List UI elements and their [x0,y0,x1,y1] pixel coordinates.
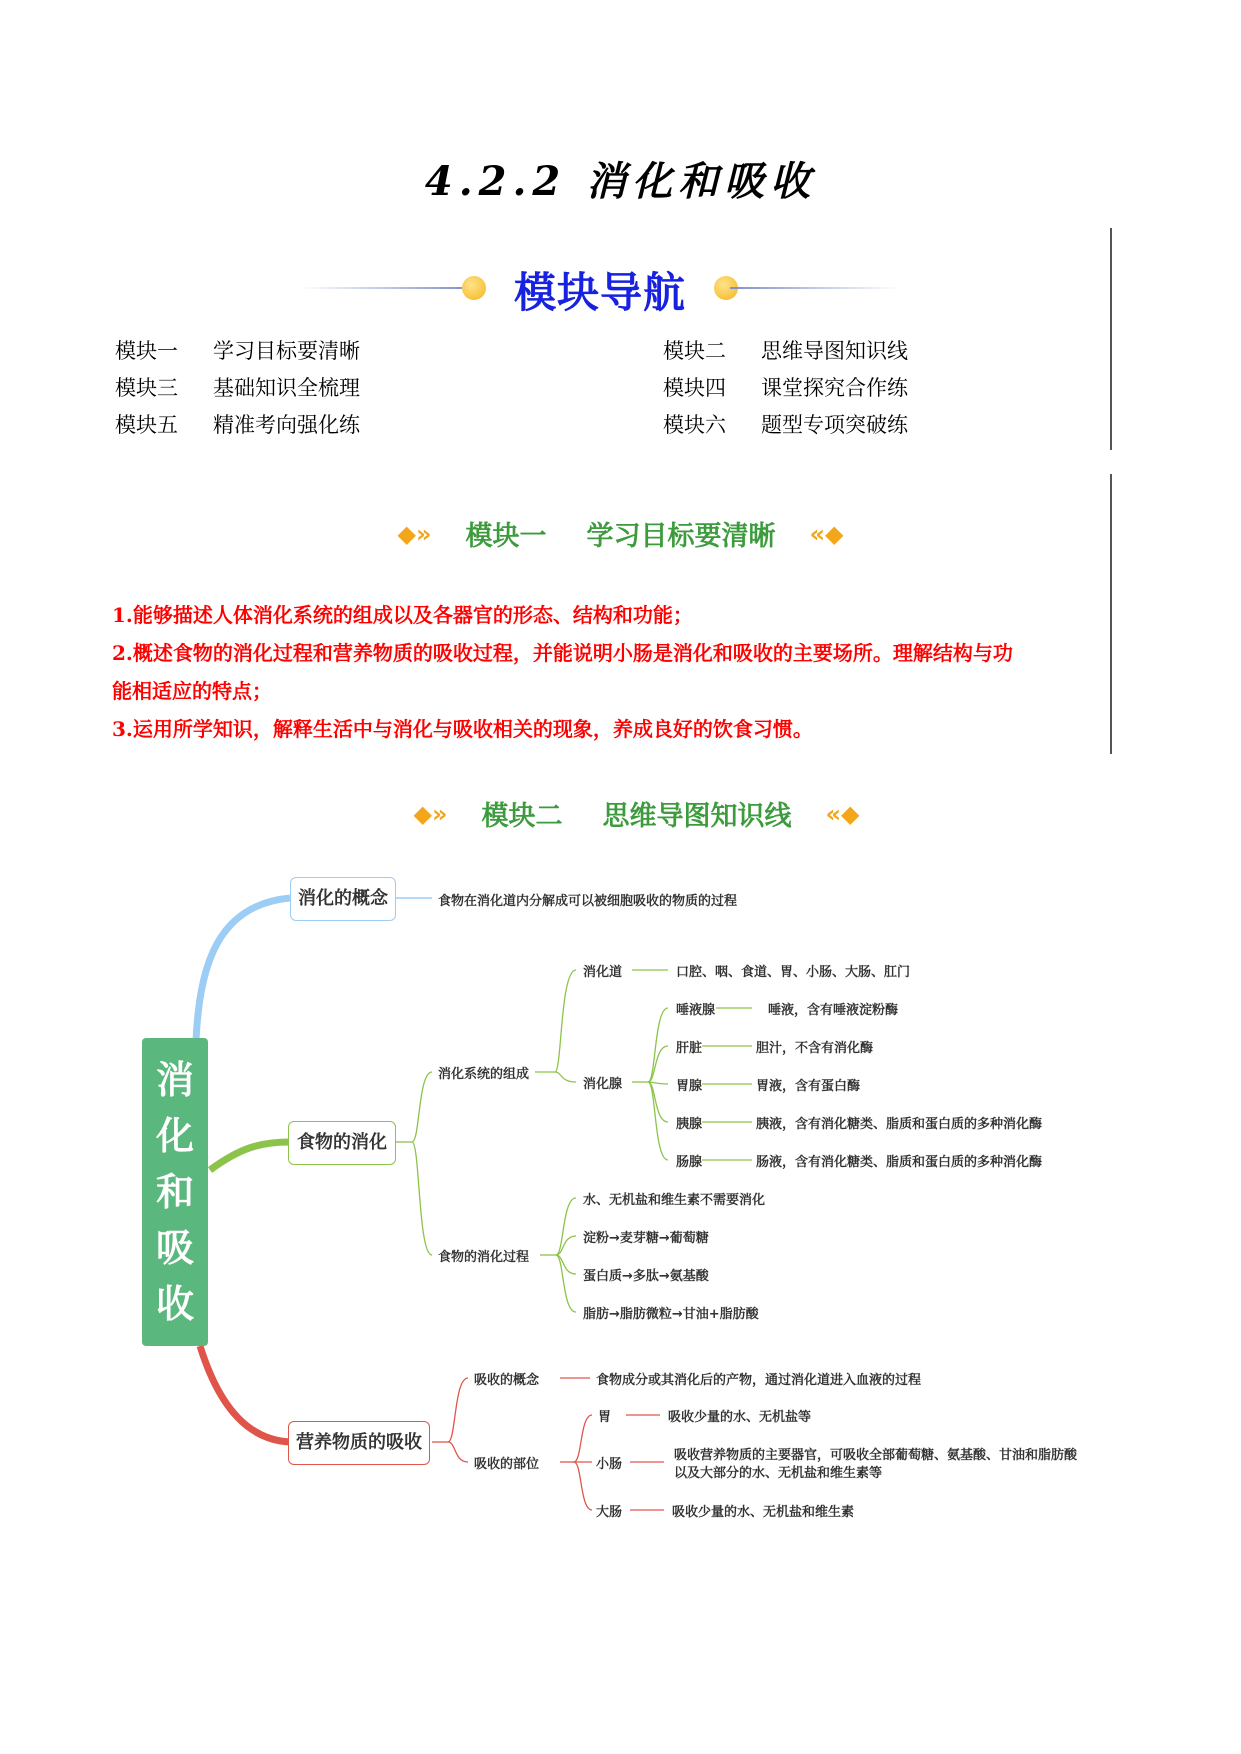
goal-line: 3.运用所学知识，解释生活中与消化与吸收相关的现象，养成良好的饮食习惯。 [112,717,813,741]
section-heading: ◆» 模块二 思维导图知识线 «◆ [413,799,860,832]
node-text: 胆汁，不含有消化酶 [756,1041,874,1056]
node-text: 胰液，含有消化糖类、脂质和蛋白质的多种消化酶 [756,1117,1043,1132]
node-text: 吸收少量的水、无机盐和维生素 [672,1505,855,1520]
node-text: 食物的消化过程 [438,1250,530,1265]
node-text: 肝脏 [676,1041,703,1056]
node-text: 脂肪→脂肪微粒→甘油+脂肪酸 [583,1307,759,1322]
diamond-icon: ◆» [397,519,432,548]
nav-item[interactable]: 模块六 题型专项突破练 [663,413,908,437]
node-text: 胃液，含有蛋白酶 [756,1079,861,1094]
node-text: 消化系统的组成 [438,1067,530,1082]
nav-item[interactable]: 模块一 学习目标要清晰 [115,339,360,363]
node-text: 胃腺 [676,1079,703,1094]
branch-node: 食物的消化 [288,1121,396,1165]
goal-line: 能相适应的特点； [112,679,272,703]
mindmap-root: 消 化 和 吸 收 [142,1038,208,1346]
node-text: 吸收少量的水、无机盐等 [668,1410,812,1425]
nav-item[interactable]: 模块二 思维导图知识线 [663,339,908,363]
node-text: 小肠 [596,1457,623,1472]
nav-item[interactable]: 模块五 精准考向强化练 [115,413,360,437]
node-text: 肠液，含有消化糖类、脂质和蛋白质的多种消化酶 [756,1155,1043,1170]
node-text: 食物在消化道内分解成可以被细胞吸收的物质的过程 [438,894,738,909]
node-text: 唾液腺 [676,1003,716,1018]
document-title: 4.2.2 消化和吸收 [424,158,817,205]
node-text: 口腔、咽、食道、胃、小肠、大肠、肛门 [676,965,911,980]
node-text: 胃 [598,1410,612,1425]
diamond-icon: «◆ [809,519,844,548]
node-text: 唾液，含有唾液淀粉酶 [768,1003,899,1018]
goal-line: 1.能够描述人体消化系统的组成以及各器官的形态、结构和功能； [112,603,693,627]
node-text: 胰腺 [676,1117,703,1132]
node-text: 食物成分或其消化后的产物，通过消化道进入血液的过程 [596,1373,922,1388]
node-text: 消化道 [583,965,623,980]
node-text: 消化腺 [583,1077,623,1092]
diamond-icon: ◆» [413,799,448,828]
nav-title: 模块导航 [513,268,686,317]
node-text: 蛋白质→多肽→氨基酸 [583,1269,709,1284]
nav-item[interactable]: 模块三 基础知识全梳理 [115,376,360,400]
section-heading: ◆» 模块一 学习目标要清晰 «◆ [397,519,844,552]
goal-line: 2.概述食物的消化过程和营养物质的吸收过程，并能说明小肠是消化和吸收的主要场所。理解结构与功 [112,641,1013,665]
node-text: 肠腺 [676,1155,703,1170]
node-text: 吸收营养物质的主要器官，可吸收全部葡萄糖、氨基酸、甘油和脂肪酸 [674,1448,1078,1463]
node-text: 淀粉→麦芽糖→葡萄糖 [583,1231,709,1246]
node-text: 吸收的部位 [474,1457,540,1472]
nav-item[interactable]: 模块四 课堂探究合作练 [663,376,908,400]
node-text: 吸收的概念 [474,1373,540,1388]
node-text: 以及大部分的水、无机盐和维生素等 [674,1466,883,1481]
node-text: 大肠 [596,1505,623,1520]
branch-node: 营养物质的吸收 [288,1421,430,1465]
node-text: 水、无机盐和维生素不需要消化 [583,1193,766,1208]
diamond-icon: «◆ [825,799,860,828]
branch-node: 消化的概念 [290,877,396,921]
